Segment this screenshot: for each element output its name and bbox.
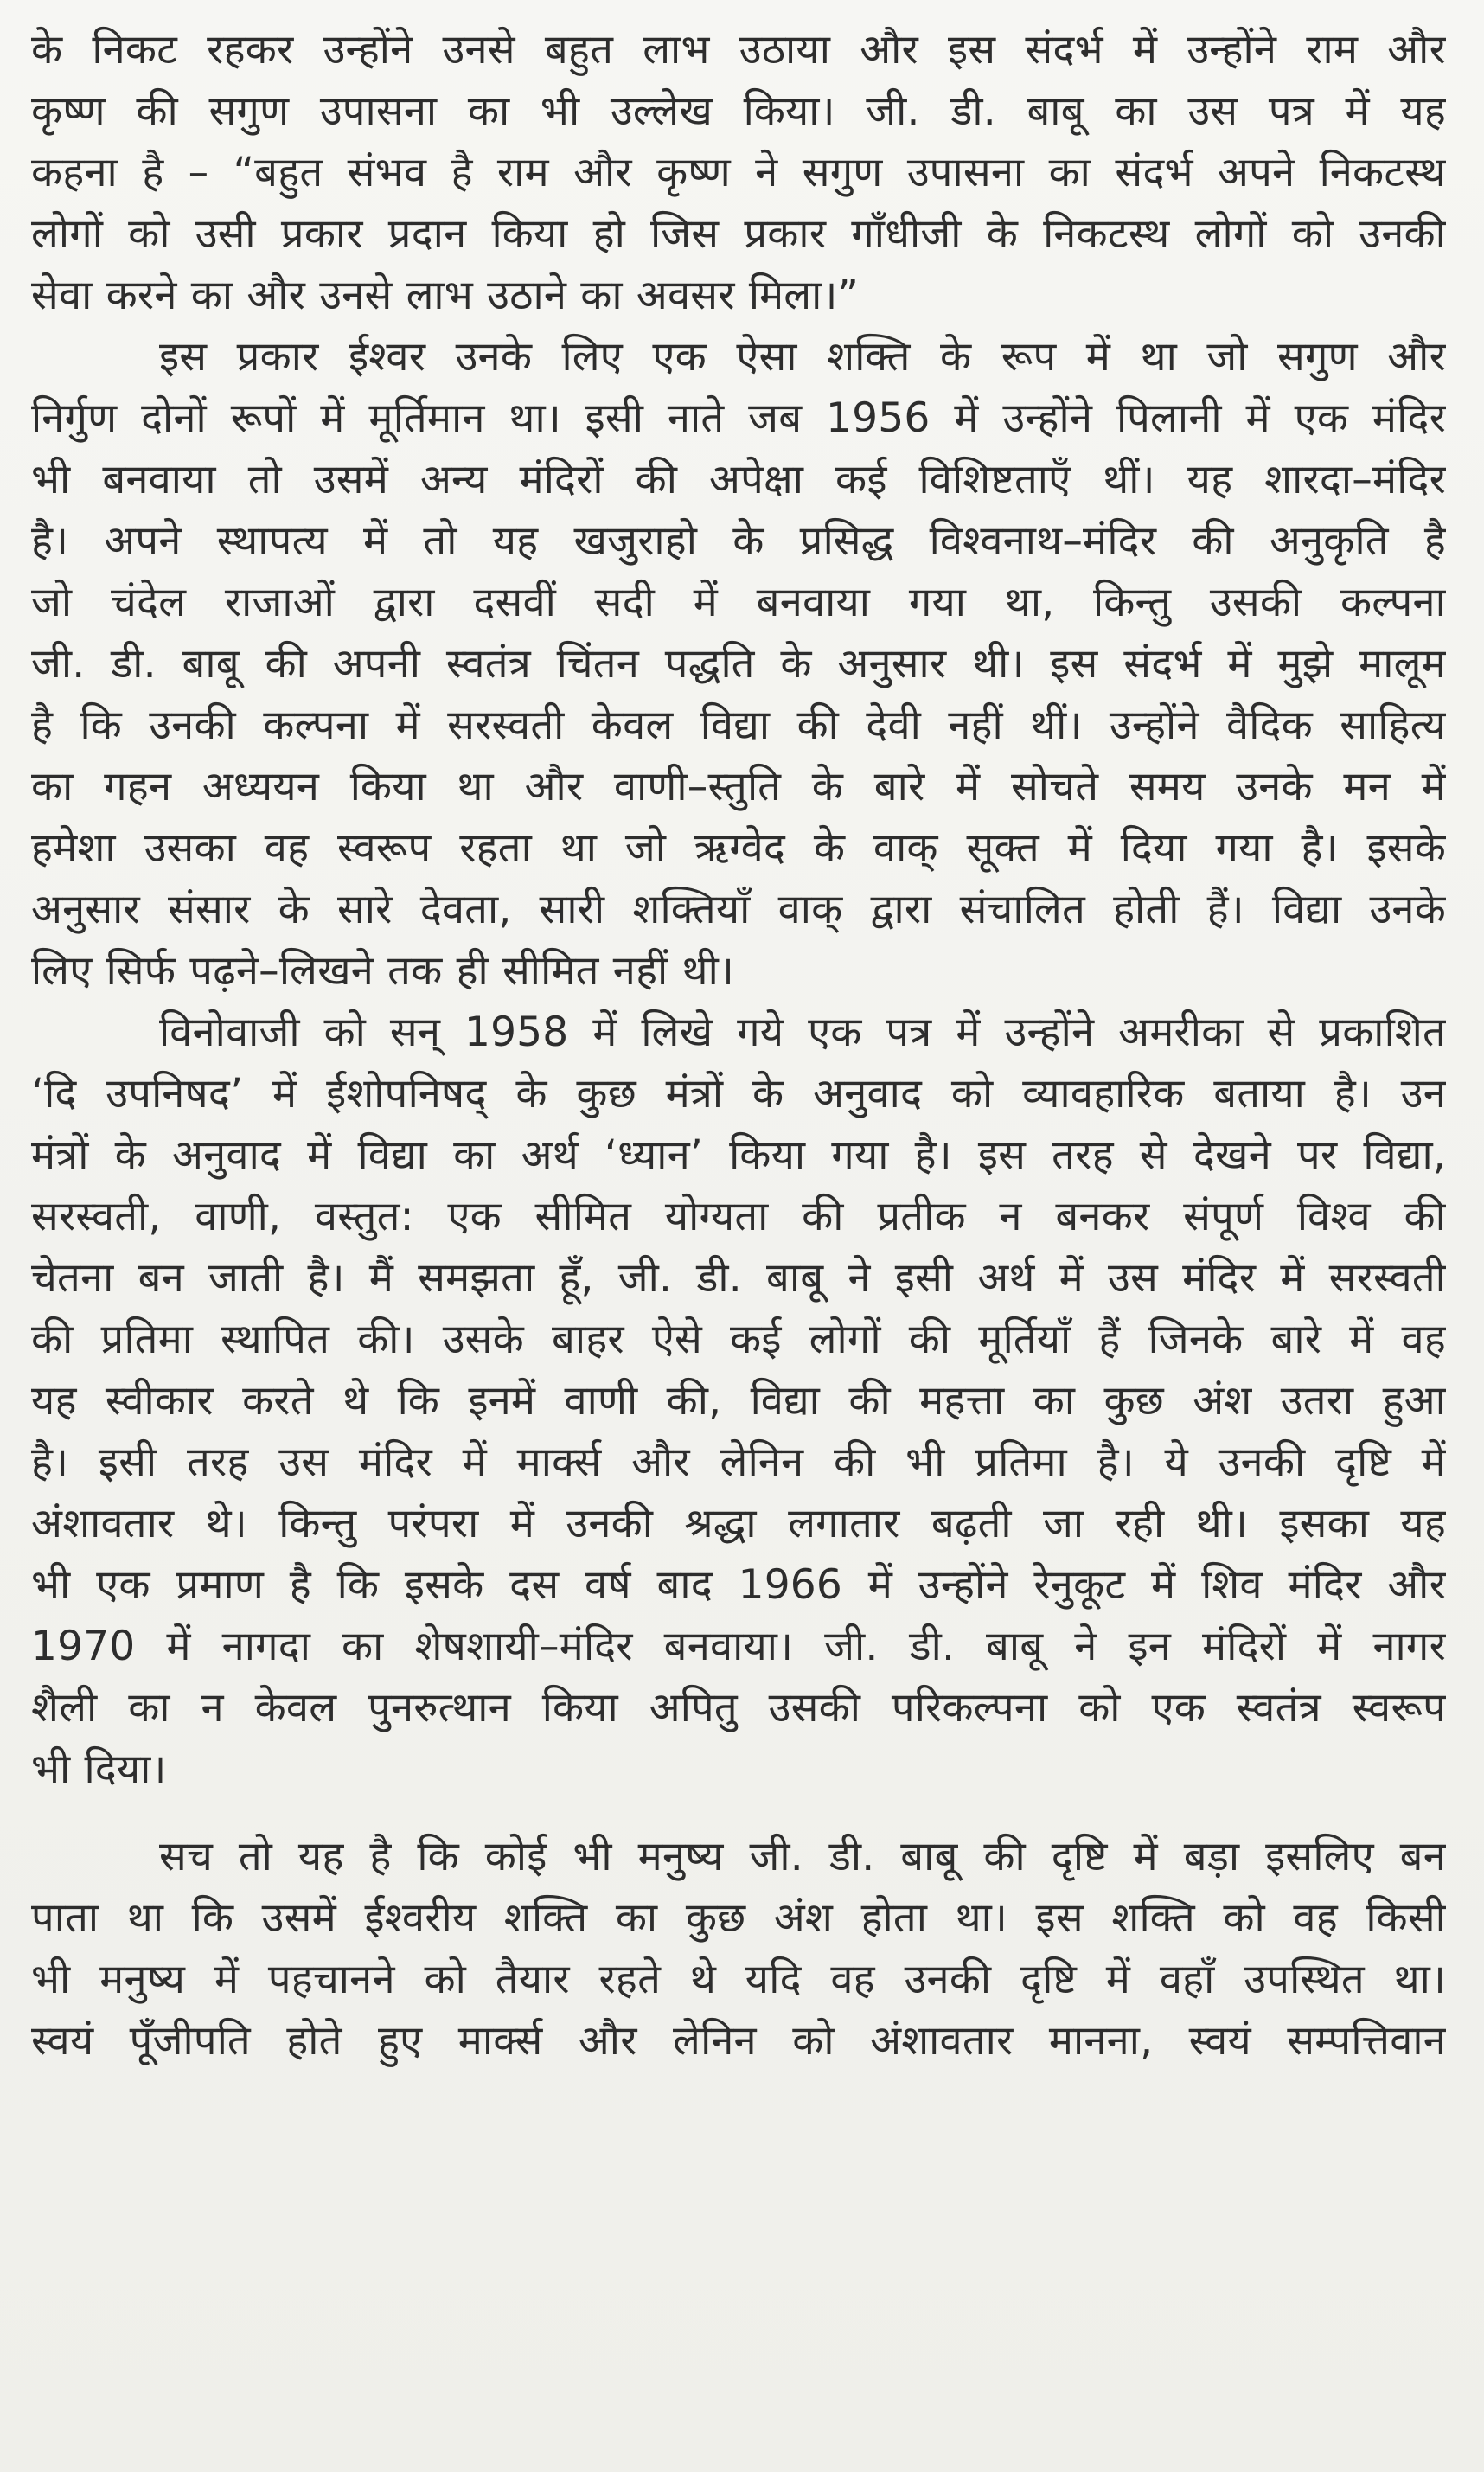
text-line: अंशावतार थे। किन्तु परंपरा में उनकी श्रद्धा लगातार बढ़ती जा रही थी। इसका यह	[31, 1500, 1446, 1547]
text-line: सच तो यह है कि कोई भी मनुष्य जी. डी. बाबू की दृष्टि में बड़ा इसलिए बन	[159, 1833, 1446, 1880]
text-line: यह स्वीकार करते थे कि इनमें वाणी की, विद्या की महत्ता का कुछ अंश उतरा हुआ	[31, 1377, 1446, 1425]
text-line: की प्रतिमा स्थापित की। उसके बाहर ऐसे कई लोगों की मूर्तियाँ हैं जिनके बारे में वह	[31, 1316, 1446, 1363]
text-line: है। अपने स्थापत्य में तो यह खजुराहो के प्रसिद्ध विश्वनाथ–मंदिर की अनुकृति है	[31, 517, 1446, 565]
text-line: भी मनुष्य में पहचानने को तैयार रहते थे यदि वह उनकी दृष्टि में वहाँ उपस्थित था।	[31, 1956, 1446, 2003]
text-line: सरस्वती, वाणी, वस्तुत: एक सीमित योग्यता की प्रतीक न बनकर संपूर्ण विश्व की	[31, 1193, 1446, 1240]
text-line: का गहन अध्ययन किया था और वाणी–स्तुति के बारे में सोचते समय उनके मन में	[31, 763, 1446, 810]
paragraph-4	[31, 1826, 1446, 2072]
text-line: ‘दि उपनिषद’ में ईशोपनिषद् के कुछ मंत्रों के अनुवाद को व्यावहारिक बताया है। उन	[31, 1070, 1446, 1118]
text-line: सेवा करने का और उनसे लाभ उठाने का अवसर मिला।”	[31, 272, 860, 319]
text-line: पाता था कि उसमें ईश्वरीय शक्ति का कुछ अंश होता था। इस शक्ति को वह किसी	[31, 1894, 1446, 1942]
text-line: लिए सिर्फ पढ़ने–लिखने तक ही सीमित नहीं थी।	[31, 947, 734, 995]
text-line: अनुसार संसार के सारे देवता, सारी शक्तियाँ वाक् द्वारा संचालित होती हैं। विद्या उनके	[31, 886, 1446, 933]
text-line: चेतना बन जाती है। मैं समझता हूँ, जी. डी. बाबू ने इसी अर्थ में उस मंदिर में सरस्वती	[31, 1254, 1446, 1302]
text-line: कहना है – “बहुत संभव है राम और कृष्ण ने सगुण उपासना का संदर्भ अपने निकटस्थ	[31, 149, 1446, 196]
text-line: शैली का न केवल पुनरुत्थान किया अपितु उसकी परिकल्पना को एक स्वतंत्र स्वरूप	[31, 1684, 1446, 1732]
text-line: हमेशा उसका वह स्वरूप रहता था जो ऋग्वेद के वाक् सूक्त में दिया गया है। इसके	[31, 824, 1446, 872]
text-line: कृष्ण की सगुण उपासना का भी उल्लेख किया। जी. डी. बाबू का उस पत्र में यह	[31, 87, 1446, 135]
text-line: है। इसी तरह उस मंदिर में मार्क्स और लेनिन की भी प्रतिमा है। ये उनकी दृष्टि में	[31, 1438, 1446, 1486]
text-line: जो चंदेल राजाओं द्वारा दसवीं सदी में बनवाया गया था, किन्तु उसकी कल्पना	[31, 579, 1446, 626]
text-line: भी दिया।	[31, 1745, 167, 1793]
paragraph-2	[31, 326, 1446, 1002]
text-line: इस प्रकार ईश्वर उनके लिए एक ऐसा शक्ति के रूप में था जो सगुण और	[159, 333, 1446, 381]
text-line: भी एक प्रमाण है कि इसके दस वर्ष बाद 1966 में उन्होंने रेनुकूट में शिव मंदिर और	[31, 1561, 1446, 1609]
text-line: जी. डी. बाबू की अपनी स्वतंत्र चिंतन पद्धति के अनुसार थी। इस संदर्भ में मुझे मालूम	[31, 640, 1446, 688]
paragraph-3	[31, 1002, 1446, 1800]
text-line: लोगों को उसी प्रकार प्रदान किया हो जिस प्रकार गाँधीजी के निकटस्थ लोगों को उनकी	[31, 210, 1446, 258]
text-line: है कि उनकी कल्पना में सरस्वती केवल विद्या की देवी नहीं थीं। उन्होंने वैदिक साहित्य	[31, 701, 1446, 749]
paragraph-1	[31, 19, 1446, 326]
text-line: स्वयं पूँजीपति होते हुए मार्क्स और लेनिन को अंशावतार मानना, स्वयं सम्पत्तिवान	[31, 2017, 1446, 2065]
text-line: निर्गुण दोनों रूपों में मूर्तिमान था। इसी नाते जब 1956 में उन्होंने पिलानी में एक मंदिर	[31, 394, 1446, 442]
text-line: विनोवाजी को सन् 1958 में लिखे गये एक पत्र में उन्होंने अमरीका से प्रकाशित	[159, 1009, 1446, 1056]
text-line: के निकट रहकर उन्होंने उनसे बहुत लाभ उठाया और इस संदर्भ में उन्होंने राम और	[31, 26, 1446, 74]
text-line: मंत्रों के अनुवाद में विद्या का अर्थ ‘ध्यान’ किया गया है। इस तरह से देखने पर विद्या,	[31, 1131, 1446, 1179]
text-line: भी बनवाया तो उसमें अन्य मंदिरों की अपेक्षा कई विशिष्टताएँ थीं। यह शारदा–मंदिर	[31, 456, 1446, 503]
text-line: 1970 में नागदा का शेषशायी–मंदिर बनवाया। जी. डी. बाबू ने इन मंदिरों में नागर	[31, 1623, 1446, 1670]
